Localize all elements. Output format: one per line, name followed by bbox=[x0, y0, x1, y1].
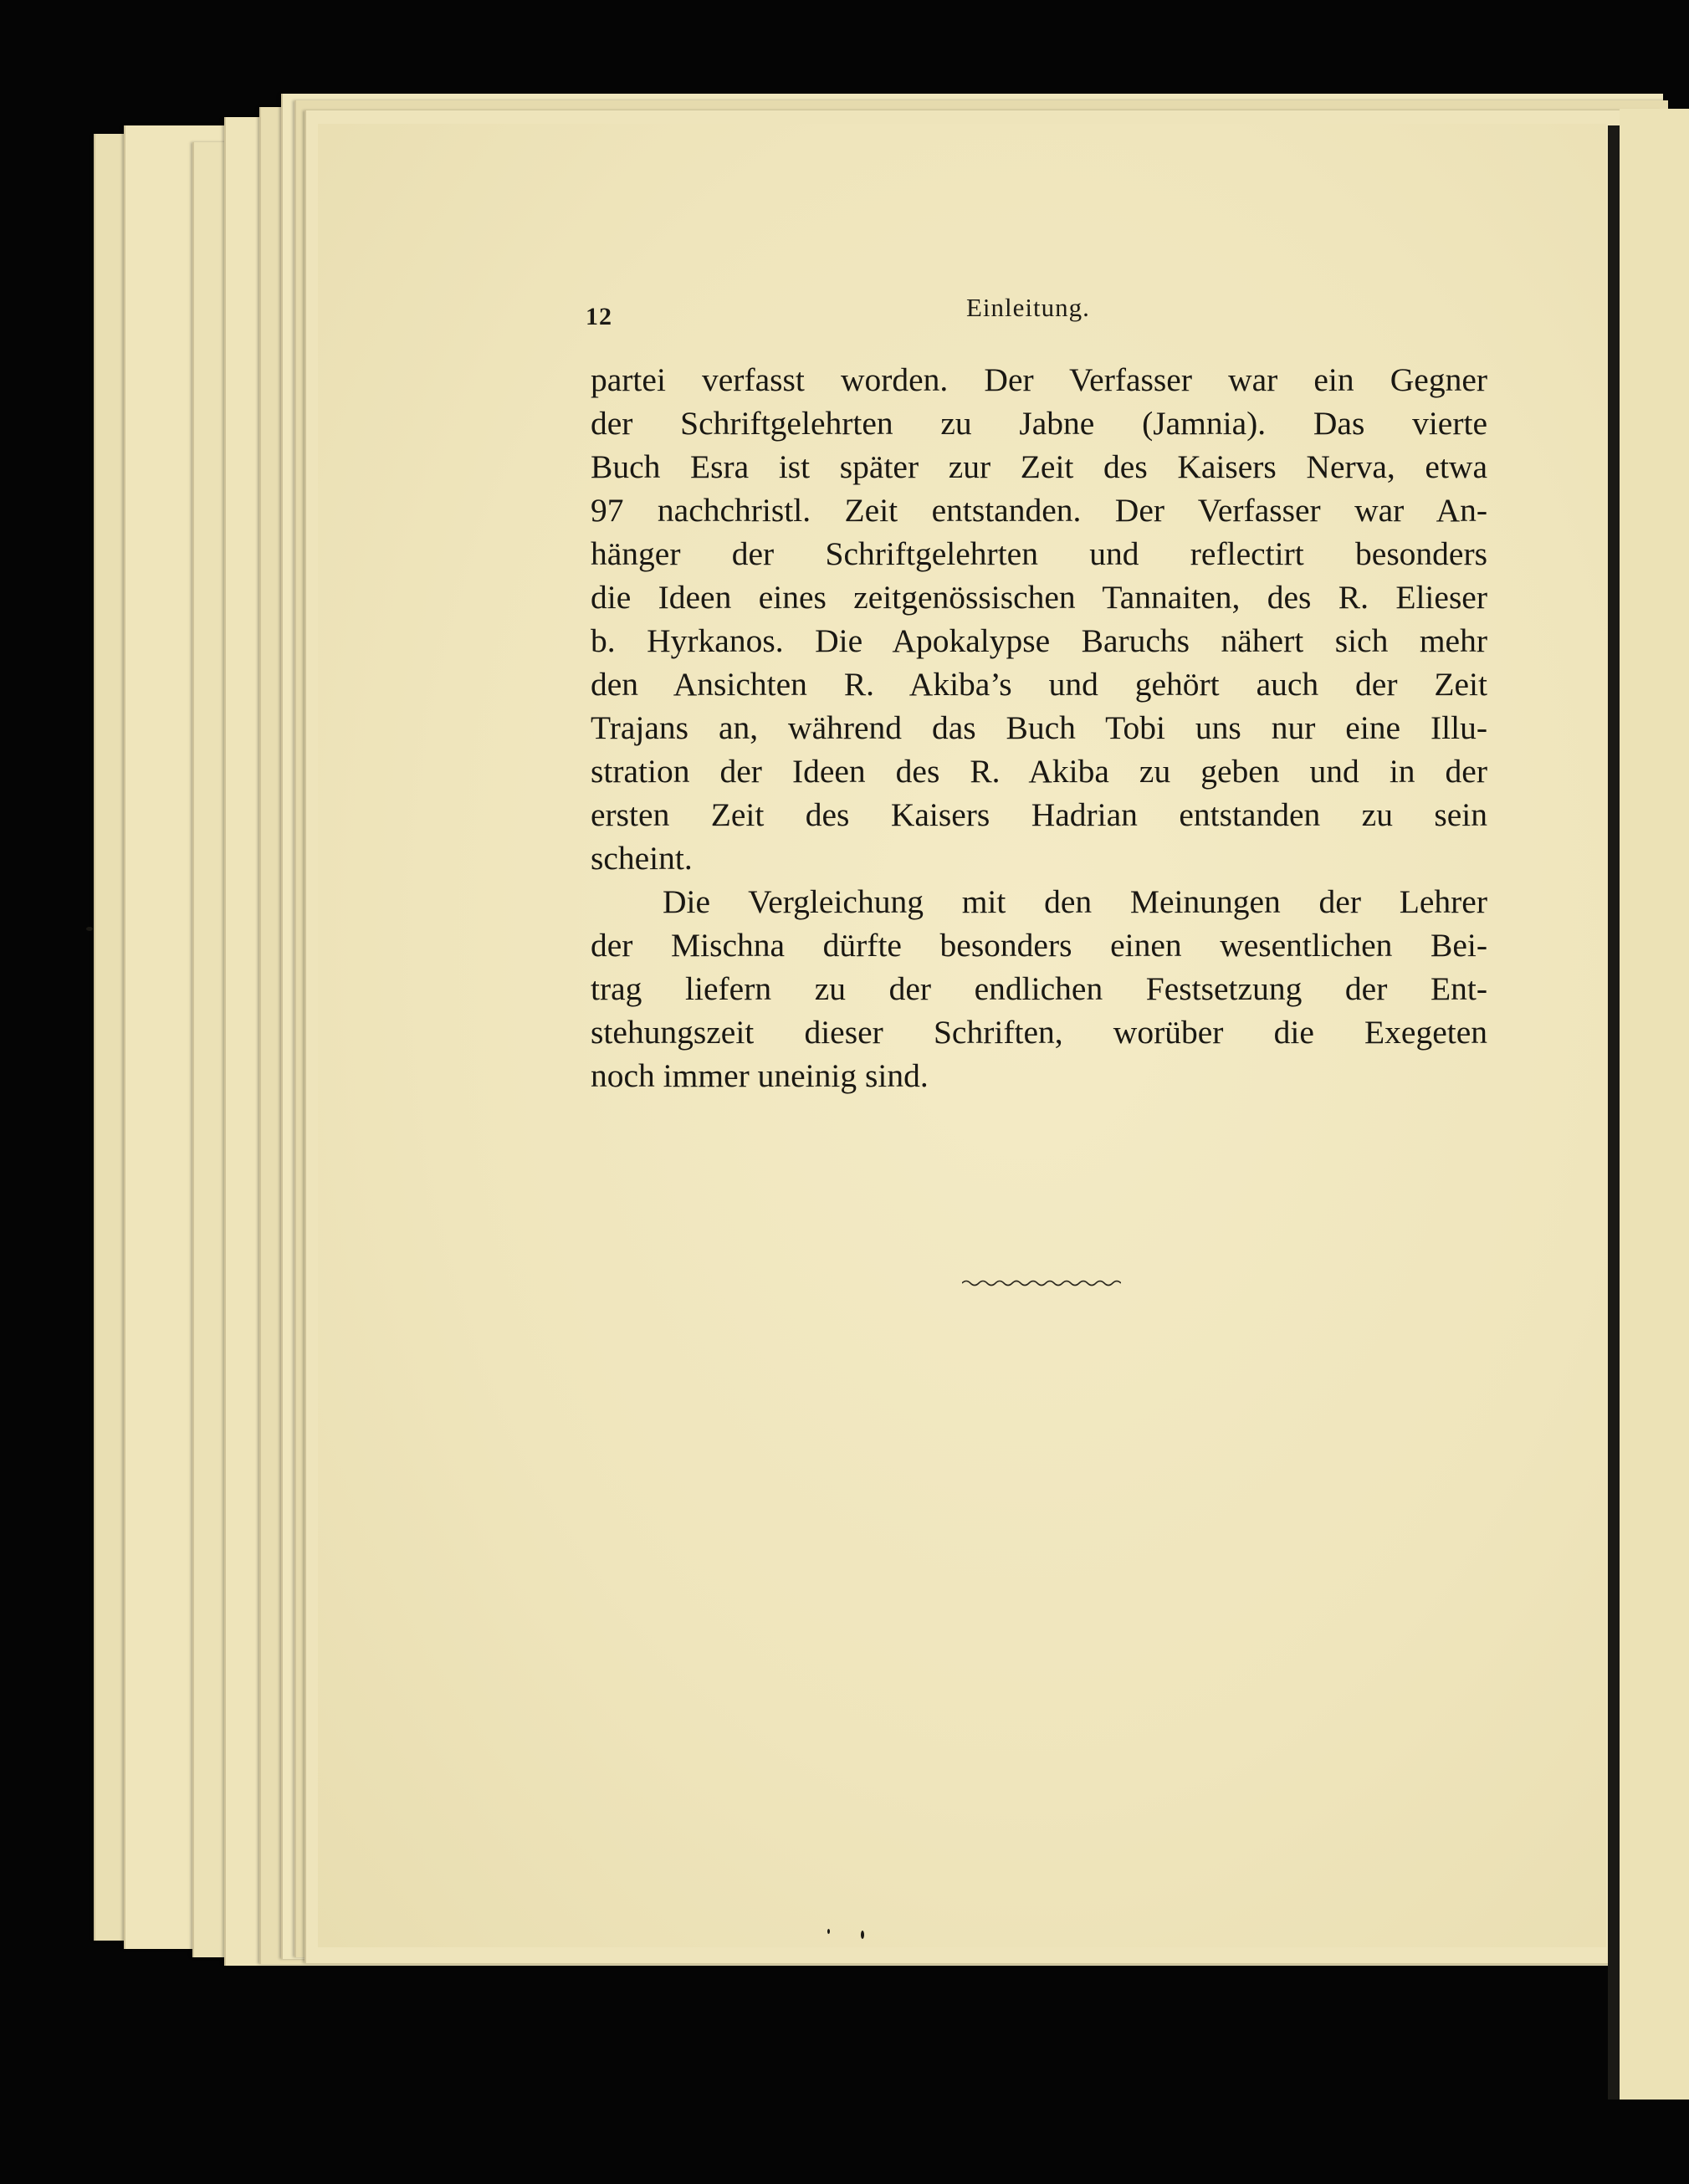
text-line: trag liefern zu der endlichen Festsetzung der Ent- bbox=[591, 970, 1487, 1007]
text-line: ersten Zeit des Kaisers Hadrian entstanden zu sein bbox=[591, 796, 1487, 833]
text-line: stehungszeit dieser Schriften, worüber die Exegeten bbox=[591, 1014, 1487, 1051]
page-number: 12 bbox=[586, 303, 612, 330]
text-line: die Ideen eines zeitgenössischen Tannaiten, des R. Elieser bbox=[591, 579, 1487, 616]
running-head bbox=[586, 293, 1506, 335]
wavy-rule-ornament bbox=[962, 1278, 1121, 1288]
book-gutter bbox=[1608, 125, 1620, 2100]
scan-mark bbox=[827, 1929, 830, 1934]
body-text bbox=[591, 358, 1487, 1097]
text-line: Trajans an, während das Buch Tobi uns nur eine Illu- bbox=[591, 709, 1487, 746]
text-line: stration der Ideen des R. Akiba zu geben und in der bbox=[591, 753, 1487, 790]
facing-page-edge bbox=[1620, 109, 1689, 2100]
text-line: partei verfasst worden. Der Verfasser war ein Gegner bbox=[591, 361, 1487, 398]
text-line: b. Hyrkanos. Die Apokalypse Baruchs nähert sich mehr bbox=[591, 622, 1487, 659]
text-line: Die Vergleichung mit den Meinungen der Lehrer bbox=[663, 883, 1487, 920]
text-line: der Mischna dürfte besonders einen wesentlichen Bei- bbox=[591, 927, 1487, 964]
paragraph-2 bbox=[591, 880, 1487, 1097]
text-line: der Schriftgelehrten zu Jabne (Jamnia). Das vierte bbox=[591, 405, 1487, 442]
text-line: noch immer uneinig sind. bbox=[591, 1057, 929, 1094]
paragraph-1 bbox=[591, 358, 1487, 880]
text-line: 97 nachchristl. Zeit entstanden. Der Verfasser war An- bbox=[591, 492, 1487, 529]
text-line: den Ansichten R. Akiba’s und gehört auch der Zeit bbox=[591, 666, 1487, 703]
text-line: scheint. bbox=[591, 840, 693, 877]
section-title: Einleitung. bbox=[966, 293, 1090, 322]
scan-mark bbox=[861, 1931, 864, 1939]
scan-mark bbox=[86, 927, 93, 931]
text-line: hänger der Schriftgelehrten und reflectirt besonders bbox=[591, 535, 1487, 572]
text-line: Buch Esra ist später zur Zeit des Kaisers Nerva, etwa bbox=[591, 448, 1487, 485]
